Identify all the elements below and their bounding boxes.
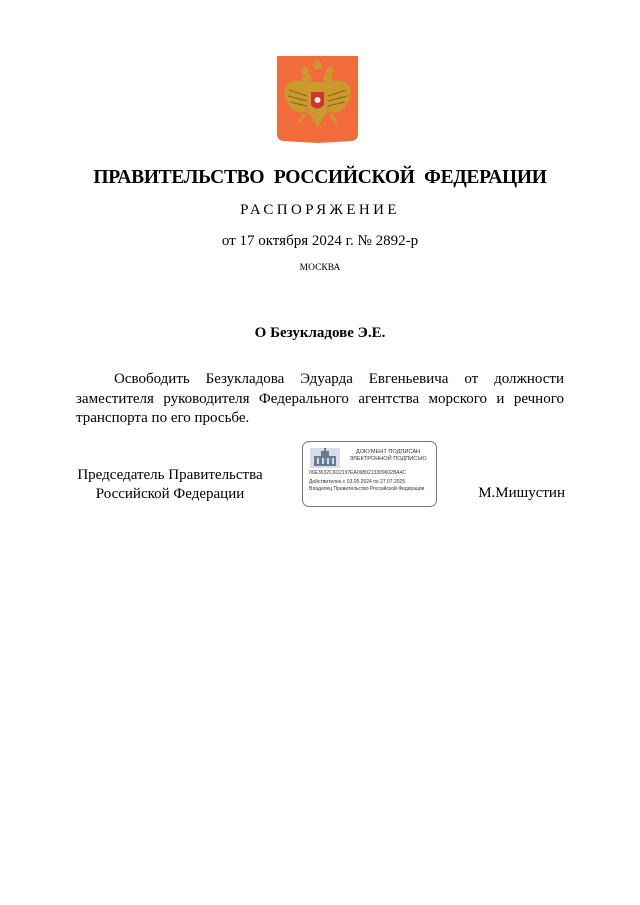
signer-title-line1: Председатель Правительства xyxy=(77,467,263,483)
stamp-owner: Владелец Правительство Российской Федерации xyxy=(309,486,425,492)
electronic-signature-stamp xyxy=(302,441,437,507)
signer-title xyxy=(60,466,280,504)
signer-title-line2: Российской Федерации xyxy=(95,486,245,502)
stamp-validity: Действителен с 03.05.2024 по 27.07.2025 xyxy=(309,479,406,485)
document-city: МОСКВА xyxy=(299,263,341,273)
coat-of-arms-icon xyxy=(277,56,358,143)
government-name: ПРАВИТЕЛЬСТВО РОССИЙСКОЙ ФЕДЕРАЦИИ xyxy=(93,167,547,188)
document-body: Освободить Безукладова Эдуарда Евгеньевича от должности заместителя руководителя Федерального агентства морского и речного транспорта по его просьбе. xyxy=(76,371,564,426)
document-date-number: от 17 октября 2024 г. № 2892-р xyxy=(221,233,419,249)
document-subject: О Безукладове Э.Е. xyxy=(254,325,386,341)
stamp-certificate: 00E3632C6D2197EA0989213309602BA4C xyxy=(309,470,407,476)
building-icon xyxy=(310,448,340,468)
stamp-heading: ДОКУМЕНТ ПОДПИСАН ЭЛЕКТРОННОЙ ПОДПИСЬЮ xyxy=(349,449,427,462)
document-type: РАСПОРЯЖЕНИЕ xyxy=(240,202,400,218)
signer-name: М.Мишустин xyxy=(478,485,565,501)
